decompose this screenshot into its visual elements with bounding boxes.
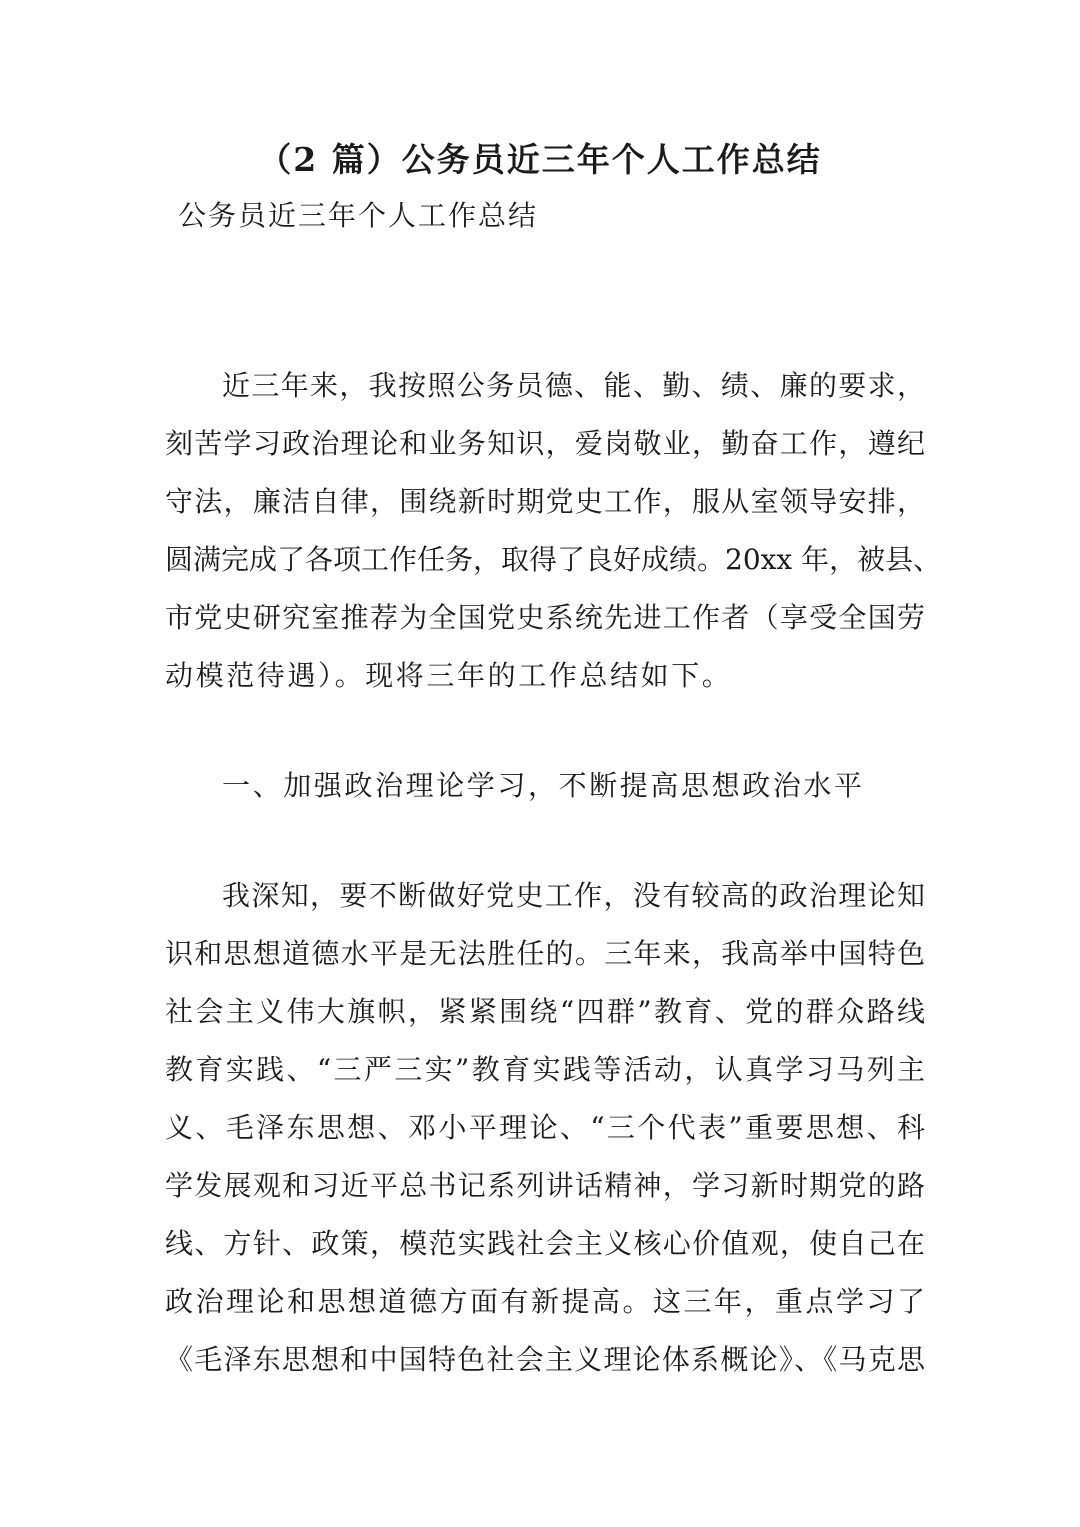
paragraph-2-line: 社会主义伟大旗帜，紧紧围绕“四群”教育、党的群众路线 xyxy=(165,995,925,1028)
document-title: （2 篇）公务员近三年个人工作总结 xyxy=(258,140,822,179)
document-subtitle: 公务员近三年个人工作总结 xyxy=(178,199,539,232)
paragraph-2-line: 《毛泽东思想和中国特色社会主义理论体系概论》、《马克思 xyxy=(165,1343,925,1376)
paragraph-1-line: 守法，廉洁自律，围绕新时期党史工作，服从室领导安排， xyxy=(165,485,925,518)
paragraph-2-line: 我深知，要不断做好党史工作，没有较高的政治理论知 xyxy=(222,879,925,912)
paragraph-2-line: 义、毛泽东思想、邓小平理论、“三个代表”重要思想、科 xyxy=(165,1111,925,1144)
paragraph-2-line: 学发展观和习近平总书记系列讲话精神，学习新时期党的路 xyxy=(165,1169,925,1202)
paragraph-2-line: 教育实践、“三严三实”教育实践等活动，认真学习马列主 xyxy=(165,1053,925,1086)
paragraph-2-line: 线、方针、政策，模范实践社会主义核心价值观，使自己在 xyxy=(165,1227,925,1260)
paragraph-1-line: 圆满完成了各项工作任务，取得了良好成绩。20xx 年，被县、 xyxy=(165,543,942,576)
paragraph-1-line: 动模范待遇）。现将三年的工作总结如下。 xyxy=(165,659,733,692)
paragraph-2-line: 政治理论和思想道德方面有新提高。这三年，重点学习了 xyxy=(165,1285,925,1318)
section-heading-1: 一、加强政治理论学习，不断提高思想政治水平 xyxy=(222,769,865,802)
paragraph-1-line: 刻苦学习政治理论和业务知识，爱岗敬业，勤奋工作，遵纪 xyxy=(165,427,925,460)
paragraph-1-line: 近三年来，我按照公务员德、能、勤、绩、廉的要求， xyxy=(222,369,925,402)
paragraph-1-line: 市党史研究室推荐为全国党史系统先进工作者（享受全国劳 xyxy=(165,601,925,634)
paragraph-2-line: 识和思想道德水平是无法胜任的。三年来，我高举中国特色 xyxy=(165,937,925,970)
